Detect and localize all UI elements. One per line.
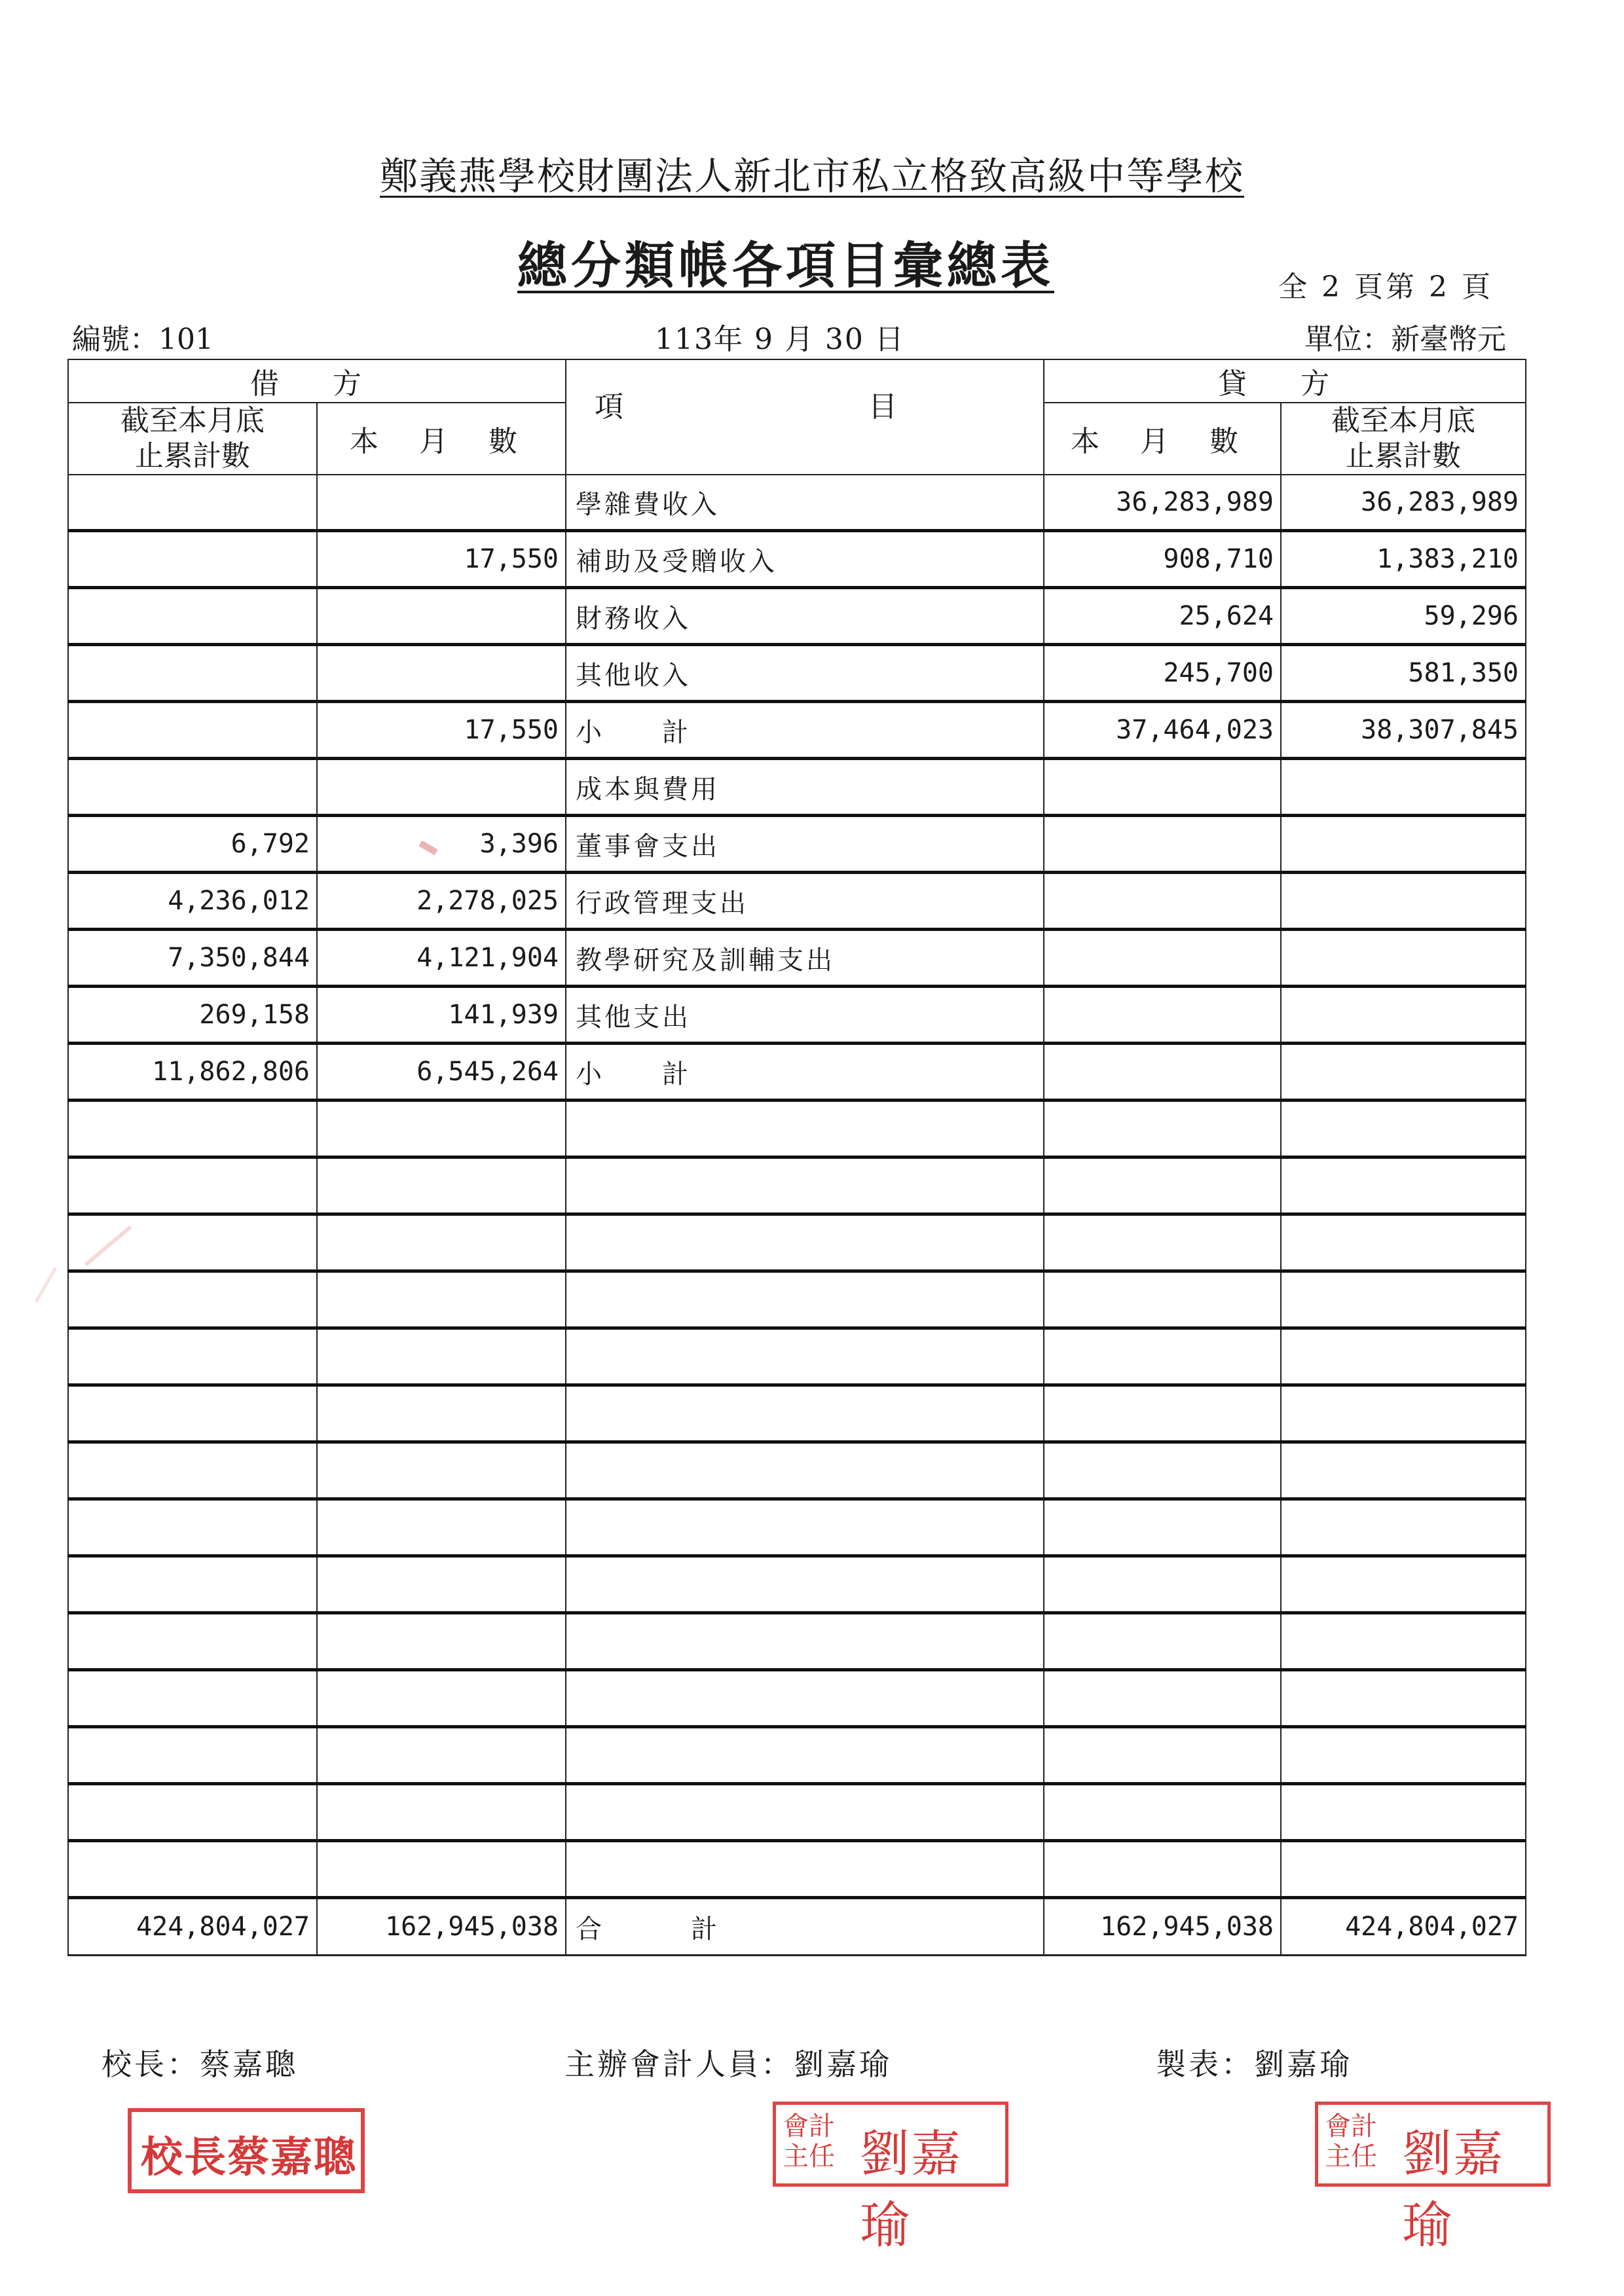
- credit-cumulative-cell: [1281, 1670, 1526, 1727]
- item-cell: [566, 1556, 1044, 1613]
- table-row: [68, 1044, 1526, 1101]
- credit-cumulative-cell: 38,307,845: [1281, 702, 1526, 759]
- item-cell: 成本與費用: [566, 759, 1044, 816]
- debit-month-cell: [317, 1841, 566, 1898]
- table-row: [68, 1101, 1526, 1157]
- credit-cumulative-cell: [1281, 1385, 1526, 1442]
- document-date: 113年 9 月 30 日: [655, 323, 905, 356]
- item-cell: 教學研究及訓輔支出: [566, 930, 1044, 987]
- document-title: 總分類帳各項目彙總表: [517, 236, 1054, 295]
- credit-cumulative-cell: [1281, 1784, 1526, 1841]
- item-cell: [566, 1499, 1044, 1556]
- credit-header: 貸 方: [1044, 359, 1526, 403]
- credit-month-cell: [1044, 1101, 1281, 1157]
- credit-month-cell: [1044, 1556, 1281, 1613]
- debit-cumulative-cell: 11,862,806: [68, 1044, 317, 1101]
- debit-month-cell: [317, 1784, 566, 1841]
- debit-month-cell: [317, 1613, 566, 1670]
- debit-cumulative-cell: 424,804,027: [68, 1898, 317, 1956]
- item-cell: 補助及受贈收入: [566, 531, 1044, 588]
- credit-cumulative-cell: [1281, 759, 1526, 816]
- debit-cumulative-cell: [68, 475, 317, 531]
- debit-cumulative-cell: 4,236,012: [68, 873, 317, 930]
- debit-cumulative-cell: 6,792: [68, 816, 317, 873]
- debit-month-cell: [317, 1442, 566, 1499]
- debit-cumulative-cell: [68, 1556, 317, 1613]
- debit-cumulative-cell: [68, 1841, 317, 1898]
- debit-cumulative-cell: [68, 588, 317, 645]
- credit-month-cell: [1044, 1613, 1281, 1670]
- debit-cumulative-cell: [68, 1613, 317, 1670]
- credit-month-cell: [1044, 1385, 1281, 1442]
- debit-month-cell: [317, 759, 566, 816]
- credit-cumulative-cell: [1281, 1613, 1526, 1670]
- debit-month-cell: [317, 1157, 566, 1214]
- debit-cumulative-cell: [68, 1442, 317, 1499]
- item-cell: [566, 1328, 1044, 1385]
- item-cell: 學雜費收入: [566, 475, 1044, 531]
- item-cell: 小 計: [566, 1044, 1044, 1101]
- debit-month-cell: [317, 1328, 566, 1385]
- preparer-seal-name: 劉嘉瑜: [1402, 2124, 1504, 2254]
- item-cell: 合 計: [566, 1898, 1044, 1956]
- table-row: [68, 930, 1526, 987]
- debit-cumulative-cell: [68, 1271, 317, 1328]
- debit-cumulative-cell: [68, 1670, 317, 1727]
- credit-month-header: 本 月 數: [1044, 403, 1281, 475]
- credit-month-cell: [1044, 1214, 1281, 1271]
- credit-cumulative-cell: 581,350: [1281, 645, 1526, 702]
- debit-cumulative-cell: [68, 531, 317, 588]
- credit-month-cell: [1044, 1727, 1281, 1784]
- credit-month-cell: 25,624: [1044, 588, 1281, 645]
- credit-month-cell: [1044, 1499, 1281, 1556]
- principal-seal-stamp: [128, 2108, 365, 2193]
- item-cell: 董事會支出: [566, 816, 1044, 873]
- table-row: [68, 1613, 1526, 1670]
- debit-month-header: 本 月 數: [317, 403, 566, 475]
- item-cell: 其他支出: [566, 987, 1044, 1044]
- debit-month-cell: 4,121,904: [317, 930, 566, 987]
- table-row: [68, 1784, 1526, 1841]
- debit-month-cell: [317, 1670, 566, 1727]
- credit-month-cell: [1044, 1841, 1281, 1898]
- accounting-seal-title: 會計主任: [783, 2111, 835, 2172]
- item-cell: 行政管理支出: [566, 873, 1044, 930]
- debit-month-cell: [317, 588, 566, 645]
- item-cell: [566, 1784, 1044, 1841]
- credit-cumulative-cell: 1,383,210: [1281, 531, 1526, 588]
- accounting-seal-name: 劉嘉瑜: [860, 2124, 962, 2254]
- debit-month-cell: 141,939: [317, 987, 566, 1044]
- debit-cumulative-cell: [68, 1499, 317, 1556]
- ledger-body: [68, 475, 1526, 1956]
- preparer-seal-title: 會計主任: [1325, 2111, 1377, 2172]
- item-cell: 其他收入: [566, 645, 1044, 702]
- debit-cumulative-cell: [68, 1385, 317, 1442]
- item-header: 項 目: [566, 359, 1044, 475]
- credit-cumulative-cell: [1281, 873, 1526, 930]
- table-row: [68, 1385, 1526, 1442]
- debit-cumulative-cell: [68, 1101, 317, 1157]
- debit-month-cell: 3,396: [317, 816, 566, 873]
- debit-cumulative-cell: [68, 702, 317, 759]
- table-row: [68, 759, 1526, 816]
- table-row: [68, 531, 1526, 588]
- credit-month-cell: 37,464,023: [1044, 702, 1281, 759]
- item-cell: [566, 1101, 1044, 1157]
- debit-cumulative-cell: 7,350,844: [68, 930, 317, 987]
- table-row: [68, 1898, 1526, 1956]
- debit-month-cell: [317, 475, 566, 531]
- table-row: [68, 1556, 1526, 1613]
- table-row: [68, 1499, 1526, 1556]
- credit-cumulative-cell: [1281, 987, 1526, 1044]
- debit-cumulative-cell: [68, 759, 317, 816]
- table-row: [68, 475, 1526, 531]
- principal-seal-text: 校長蔡嘉聰: [141, 2133, 357, 2182]
- debit-cumulative-cell: [68, 645, 317, 702]
- table-row: [68, 816, 1526, 873]
- debit-month-cell: 17,550: [317, 531, 566, 588]
- item-cell: [566, 1385, 1044, 1442]
- debit-month-cell: 162,945,038: [317, 1898, 566, 1956]
- credit-cumulative-cell: [1281, 1499, 1526, 1556]
- credit-month-cell: [1044, 1328, 1281, 1385]
- credit-month-cell: [1044, 873, 1281, 930]
- credit-month-cell: [1044, 1157, 1281, 1214]
- credit-cumulative-cell: [1281, 1328, 1526, 1385]
- debit-cumulative-cell: [68, 1214, 317, 1271]
- credit-month-cell: 162,945,038: [1044, 1898, 1281, 1956]
- debit-month-cell: 6,545,264: [317, 1044, 566, 1101]
- item-cell: [566, 1157, 1044, 1214]
- table-row: [68, 1670, 1526, 1727]
- principal-signature-label: 校長：蔡嘉聰: [101, 2047, 298, 2082]
- credit-cumulative-cell: [1281, 1044, 1526, 1101]
- credit-cumulative-header: 截至本月底 止累計數: [1281, 403, 1526, 475]
- debit-month-cell: [317, 1271, 566, 1328]
- debit-cumulative-cell: [68, 1328, 317, 1385]
- ledger-summary-table: [67, 359, 1526, 1956]
- table-row: [68, 588, 1526, 645]
- table-row: [68, 1841, 1526, 1898]
- debit-month-cell: 17,550: [317, 702, 566, 759]
- table-row: [68, 1328, 1526, 1385]
- debit-cumulative-cell: [68, 1784, 317, 1841]
- debit-cumulative-cell: [68, 1157, 317, 1214]
- debit-month-cell: [317, 1727, 566, 1784]
- item-cell: [566, 1214, 1044, 1271]
- debit-month-cell: [317, 1556, 566, 1613]
- accounting-seal-stamp: [773, 2102, 1008, 2254]
- credit-cumulative-cell: 59,296: [1281, 588, 1526, 645]
- table-row: [68, 1271, 1526, 1328]
- credit-cumulative-cell: 424,804,027: [1281, 1898, 1526, 1956]
- credit-cumulative-cell: [1281, 816, 1526, 873]
- document-number: 編號：101: [72, 323, 213, 356]
- preparer-seal-stamp: [1315, 2102, 1551, 2254]
- item-cell: [566, 1670, 1044, 1727]
- debit-month-cell: [317, 645, 566, 702]
- credit-month-cell: 908,710: [1044, 531, 1281, 588]
- credit-month-cell: [1044, 930, 1281, 987]
- credit-month-cell: [1044, 1784, 1281, 1841]
- debit-month-cell: [317, 1499, 566, 1556]
- preparer-signature-label: 製表：劉嘉瑜: [1156, 2047, 1352, 2082]
- debit-month-cell: [317, 1214, 566, 1271]
- debit-cumulative-cell: 269,158: [68, 987, 317, 1044]
- debit-header: 借 方: [68, 359, 566, 403]
- currency-unit: 單位：新臺幣元: [1304, 323, 1506, 356]
- accounting-signature-label: 主辦會計人員：劉嘉瑜: [564, 2047, 892, 2082]
- credit-month-cell: [1044, 1271, 1281, 1328]
- debit-cumulative-cell: [68, 1727, 317, 1784]
- item-cell: 財務收入: [566, 588, 1044, 645]
- item-cell: [566, 1442, 1044, 1499]
- item-cell: [566, 1613, 1044, 1670]
- organization-title: 鄭義燕學校財團法人新北市私立格致高級中等學校: [379, 154, 1244, 198]
- credit-cumulative-cell: [1281, 930, 1526, 987]
- item-cell: [566, 1841, 1044, 1898]
- debit-cumulative-header: 截至本月底 止累計數: [68, 403, 317, 475]
- table-row: [68, 1214, 1526, 1271]
- credit-cumulative-cell: [1281, 1841, 1526, 1898]
- table-row: [68, 645, 1526, 702]
- credit-cumulative-cell: [1281, 1727, 1526, 1784]
- table-row: [68, 702, 1526, 759]
- credit-month-cell: [1044, 816, 1281, 873]
- table-row: [68, 1727, 1526, 1784]
- item-cell: 小 計: [566, 702, 1044, 759]
- credit-month-cell: [1044, 1442, 1281, 1499]
- credit-cumulative-cell: [1281, 1214, 1526, 1271]
- page-info: 全 2 頁第 2 頁: [1278, 270, 1493, 304]
- table-row: [68, 873, 1526, 930]
- credit-month-cell: [1044, 987, 1281, 1044]
- table-row: [68, 1442, 1526, 1499]
- credit-cumulative-cell: [1281, 1271, 1526, 1328]
- red-ink-mark: [35, 1267, 57, 1302]
- credit-month-cell: 36,283,989: [1044, 475, 1281, 531]
- credit-month-cell: 245,700: [1044, 645, 1281, 702]
- debit-month-cell: 2,278,025: [317, 873, 566, 930]
- item-cell: [566, 1271, 1044, 1328]
- credit-cumulative-cell: [1281, 1157, 1526, 1214]
- table-row: [68, 987, 1526, 1044]
- credit-cumulative-cell: [1281, 1556, 1526, 1613]
- table-row: [68, 1157, 1526, 1214]
- debit-month-cell: [317, 1101, 566, 1157]
- credit-month-cell: [1044, 1670, 1281, 1727]
- credit-month-cell: [1044, 1044, 1281, 1101]
- credit-cumulative-cell: 36,283,989: [1281, 475, 1526, 531]
- credit-cumulative-cell: [1281, 1442, 1526, 1499]
- debit-month-cell: [317, 1385, 566, 1442]
- item-cell: [566, 1727, 1044, 1784]
- credit-month-cell: [1044, 759, 1281, 816]
- credit-cumulative-cell: [1281, 1101, 1526, 1157]
